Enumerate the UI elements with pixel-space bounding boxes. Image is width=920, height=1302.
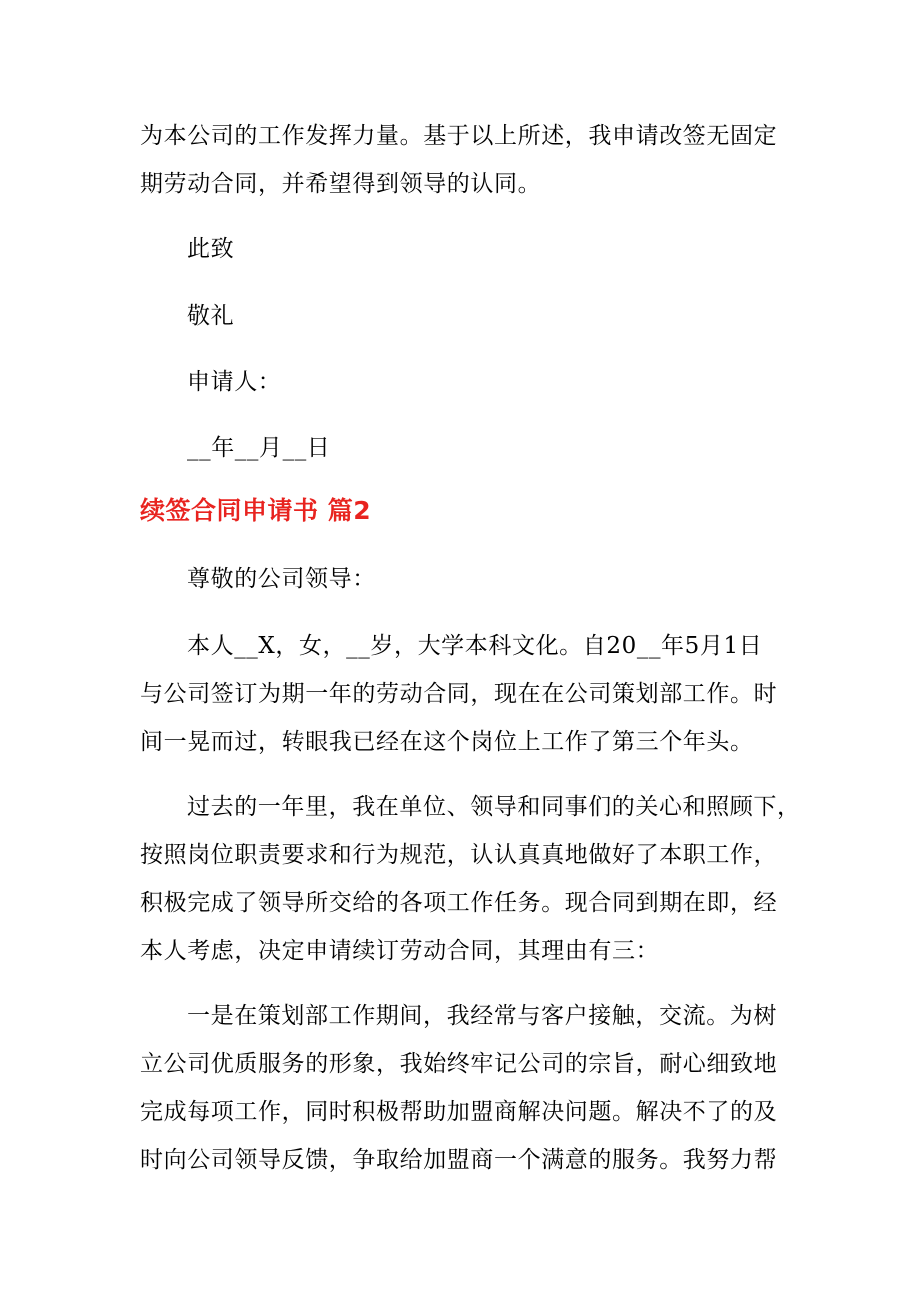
date-line: __年__月__日 [187, 435, 331, 461]
greeting: 尊敬的公司领导： [187, 566, 376, 592]
paragraph-3-line-3: 完成每项工作，同时积极帮助加盟商解决问题。解决不了的及 [140, 1099, 778, 1125]
intro-line-1: 为本公司的工作发挥力量。基于以上所述，我申请改签无固定 [140, 123, 778, 149]
paragraph-2-line-3: 积极完成了领导所交给的各项工作任务。现合同到期在即，经 [140, 890, 778, 916]
closing-salutation-2: 敬礼 [187, 303, 235, 329]
paragraph-2-line-4: 本人考虑，决定申请续订劳动合同，其理由有三： [140, 938, 660, 964]
paragraph-3-line-4: 时向公司领导反馈，争取给加盟商一个满意的服务。我努力帮 [140, 1147, 778, 1173]
paragraph-1-line-2: 与公司签订为期一年的劳动合同，现在在公司策划部工作。时 [140, 681, 778, 707]
paragraph-3-line-1: 一是在策划部工作期间，我经常与客户接触，交流。为树 [187, 1003, 777, 1029]
closing-salutation-1: 此致 [187, 236, 235, 262]
intro-line-2: 期劳动合同，并希望得到领导的认同。 [140, 171, 542, 197]
section-heading: 续签合同申请书 篇2 [140, 496, 372, 525]
paragraph-2-line-1: 过去的一年里，我在单位、领导和同事们的关心和照顾下， [187, 794, 801, 820]
paragraph-1-line-3: 间一晃而过，转眼我已经在这个岗位上工作了第三个年头。 [140, 729, 754, 755]
paragraph-1-line-1: 本人__X，女，__岁，大学本科文化。自20__年5月1日 [187, 633, 763, 659]
applicant-label: 申请人： [187, 369, 282, 395]
paragraph-2-line-2: 按照岗位职责要求和行为规范，认认真真地做好了本职工作， [140, 842, 778, 868]
paragraph-3-line-2: 立公司优质服务的形象，我始终牢记公司的宗旨，耐心细致地 [140, 1051, 778, 1077]
